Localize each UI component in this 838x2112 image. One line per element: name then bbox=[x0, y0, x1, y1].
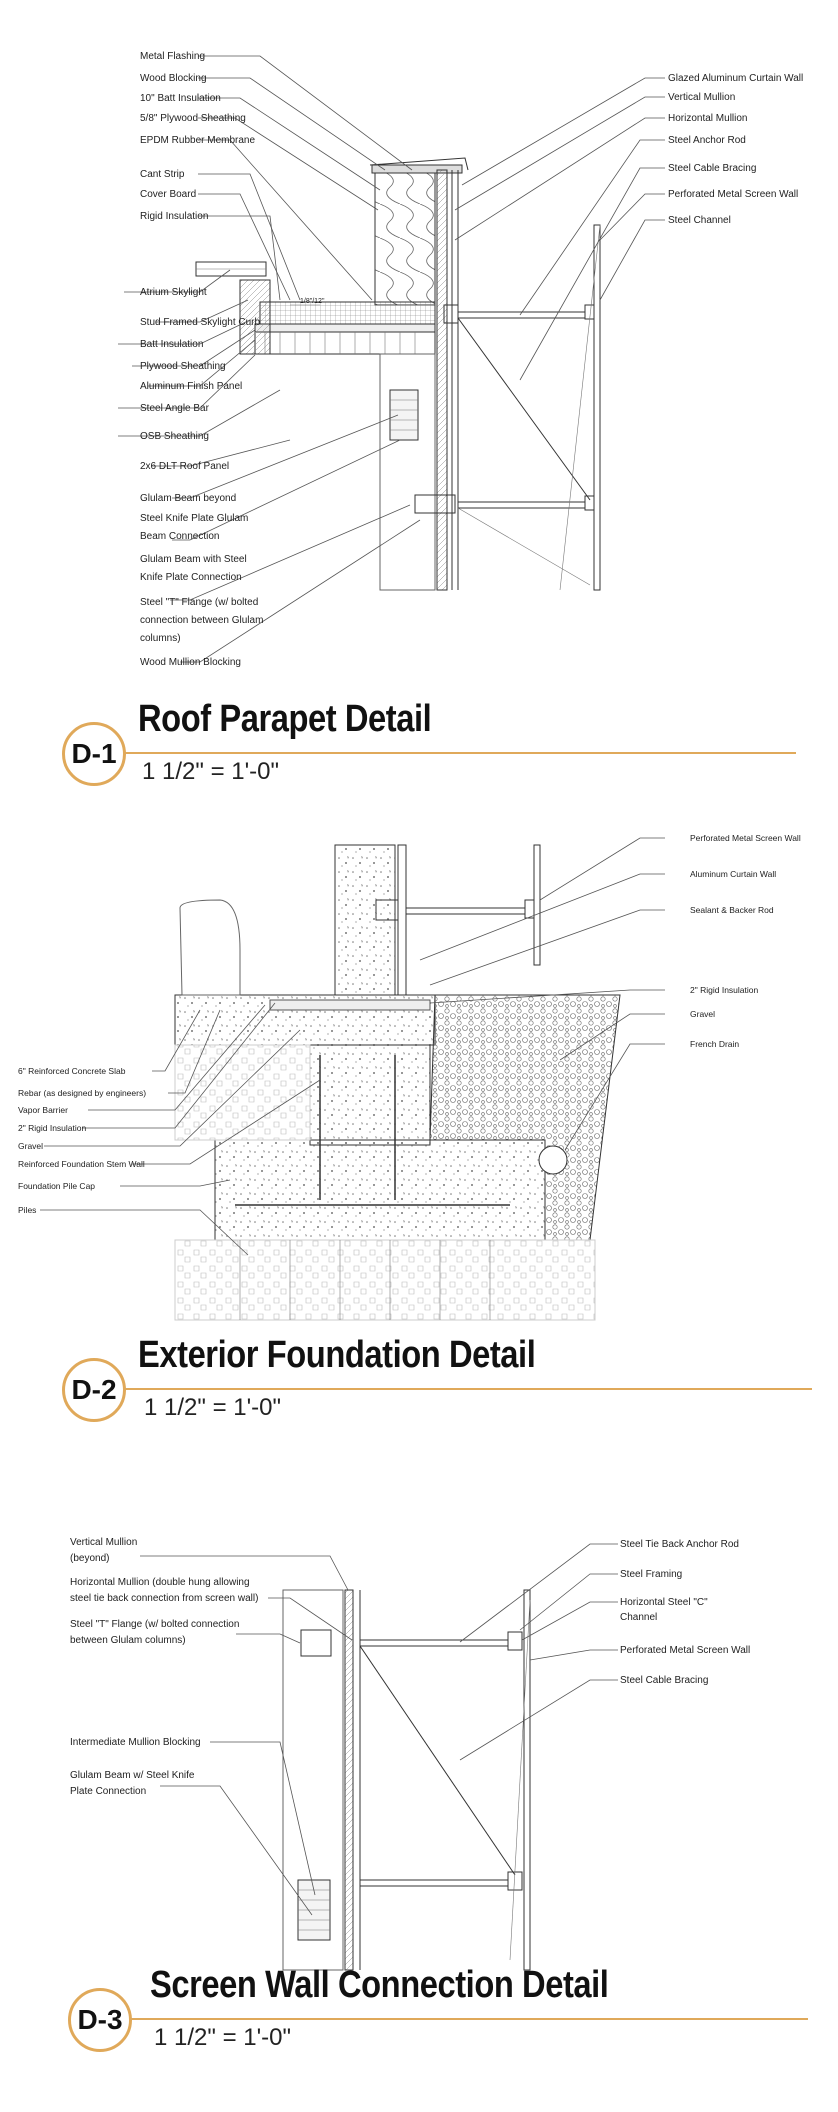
d1-right-label: Steel Cable Bracing bbox=[668, 163, 757, 174]
d1-right-label: Horizontal Mullion bbox=[668, 113, 748, 124]
d1-left-label: columns) bbox=[140, 633, 181, 644]
d3-left-label: Steel "T" Flange (w/ bolted connection bbox=[70, 1619, 240, 1630]
d1-left-label: Cant Strip bbox=[140, 169, 185, 180]
d1-left-label: 10" Batt Insulation bbox=[140, 93, 221, 104]
d3-right-label: Perforated Metal Screen Wall bbox=[620, 1645, 751, 1656]
d3-title: Screen Wall Connection Detail bbox=[150, 1964, 609, 2006]
slope-note: 1/8"/12" bbox=[300, 298, 325, 305]
d1-left-label: OSB Sheathing bbox=[140, 431, 209, 442]
d3-right-labels bbox=[620, 1539, 750, 1686]
d3-right-label: Steel Cable Bracing bbox=[620, 1675, 709, 1686]
d1-left-label: Batt Insulation bbox=[140, 339, 204, 350]
screen-wall-drawing bbox=[283, 1590, 530, 1970]
d3-right-label: Horizontal Steel "C" bbox=[620, 1597, 708, 1608]
d3-scale: 1 1/2" = 1'-0" bbox=[154, 2024, 292, 2051]
d3-left-label: Vertical Mullion bbox=[70, 1537, 138, 1548]
d3-right-label: Steel Framing bbox=[620, 1569, 683, 1580]
d1-left-label: EPDM Rubber Membrane bbox=[140, 135, 256, 146]
d1-right-label: Perforated Metal Screen Wall bbox=[668, 189, 799, 200]
d2-title: Exterior Foundation Detail bbox=[138, 1334, 536, 1376]
d1-left-label: Wood Mullion Blocking bbox=[140, 657, 241, 668]
d1-left-label: Cover Board bbox=[140, 189, 197, 200]
d1-left-label: Aluminum Finish Panel bbox=[140, 381, 243, 392]
d1-title: Roof Parapet Detail bbox=[138, 698, 432, 740]
d1-left-label: Steel Angle Bar bbox=[140, 403, 209, 414]
d2-left-label: 2" Rigid Insulation bbox=[18, 1123, 87, 1133]
d1-left-label: Rigid Insulation bbox=[140, 211, 209, 222]
d2-left-label: Piles bbox=[18, 1205, 37, 1215]
d3-left-label: between Glulam columns) bbox=[70, 1635, 186, 1646]
roof-parapet-drawing bbox=[196, 158, 600, 590]
d1-left-label: 5/8" Plywood Sheathing bbox=[140, 113, 246, 124]
d3-left-label: Intermediate Mullion Blocking bbox=[70, 1737, 201, 1748]
d1-left-label: Plywood Sheathing bbox=[140, 361, 226, 372]
d3-left-label: (beyond) bbox=[70, 1553, 110, 1564]
d2-left-labels bbox=[18, 1066, 146, 1215]
d2-left-label: Vapor Barrier bbox=[18, 1105, 68, 1115]
d1-left-label: Beam Connection bbox=[140, 531, 220, 542]
d3-left-label: Horizontal Mullion (double hung allowing bbox=[70, 1577, 250, 1588]
d1-right-label: Steel Anchor Rod bbox=[668, 135, 746, 146]
d1-right-label: Vertical Mullion bbox=[668, 92, 736, 103]
d3-left-label: steel tie back connection from screen wall) bbox=[70, 1593, 259, 1604]
d1-badge: D-1 bbox=[62, 722, 126, 786]
d1-left-labels bbox=[140, 51, 263, 668]
d1-left-label: Steel "T" Flange (w/ bolted bbox=[140, 597, 259, 608]
d1-title-rule bbox=[96, 752, 796, 754]
d3-title-rule bbox=[96, 2018, 808, 2020]
d1-right-label: Steel Channel bbox=[668, 215, 731, 226]
d1-right-label: Glazed Aluminum Curtain Wall bbox=[668, 73, 804, 84]
d3-left-label: Plate Connection bbox=[70, 1786, 147, 1797]
d1-left-label: Atrium Skylight bbox=[140, 287, 207, 298]
d1-left-label: Wood Blocking bbox=[140, 73, 207, 84]
d3-left-label: Glulam Beam w/ Steel Knife bbox=[70, 1770, 195, 1781]
d3-right-label: Steel Tie Back Anchor Rod bbox=[620, 1539, 739, 1550]
d2-right-label: Sealant & Backer Rod bbox=[690, 905, 774, 915]
d2-right-labels bbox=[690, 833, 801, 1049]
d2-badge: D-2 bbox=[62, 1358, 126, 1422]
d1-left-label: 2x6 DLT Roof Panel bbox=[140, 461, 230, 472]
d2-left-label: Gravel bbox=[18, 1141, 44, 1151]
d2-left-label: Rebar (as designed by engineers) bbox=[18, 1088, 147, 1098]
d3-right-label: Channel bbox=[620, 1612, 658, 1623]
d1-right-labels bbox=[668, 73, 803, 226]
d2-title-rule bbox=[96, 1388, 812, 1390]
d1-left-label: Steel Knife Plate Glulam bbox=[140, 513, 249, 524]
d2-right-label: Perforated Metal Screen Wall bbox=[690, 833, 801, 843]
d2-left-label: Foundation Pile Cap bbox=[18, 1181, 96, 1191]
d2-right-label: Aluminum Curtain Wall bbox=[690, 869, 777, 879]
d1-left-label: Stud Framed Skylight Curb bbox=[140, 317, 261, 328]
d2-left-label: 6" Reinforced Concrete Slab bbox=[18, 1066, 126, 1076]
d2-scale: 1 1/2" = 1'-0" bbox=[144, 1394, 282, 1421]
d1-scale: 1 1/2" = 1'-0" bbox=[142, 758, 280, 785]
d2-left-label: Reinforced Foundation Stem Wall bbox=[18, 1159, 145, 1169]
d2-right-label: 2" Rigid Insulation bbox=[690, 985, 759, 995]
d3-left-labels bbox=[70, 1537, 258, 1797]
d1-left-label: Metal Flashing bbox=[140, 51, 206, 62]
d3-badge: D-3 bbox=[68, 1988, 132, 2052]
d1-left-label: Glulam Beam with Steel bbox=[140, 554, 247, 565]
d2-right-label: French Drain bbox=[690, 1039, 740, 1049]
d1-left-label: Glulam Beam beyond bbox=[140, 493, 237, 504]
d1-left-label: connection between Glulam bbox=[140, 615, 264, 626]
d2-right-label: Gravel bbox=[690, 1009, 716, 1019]
d1-left-label: Knife Plate Connection bbox=[140, 572, 242, 583]
